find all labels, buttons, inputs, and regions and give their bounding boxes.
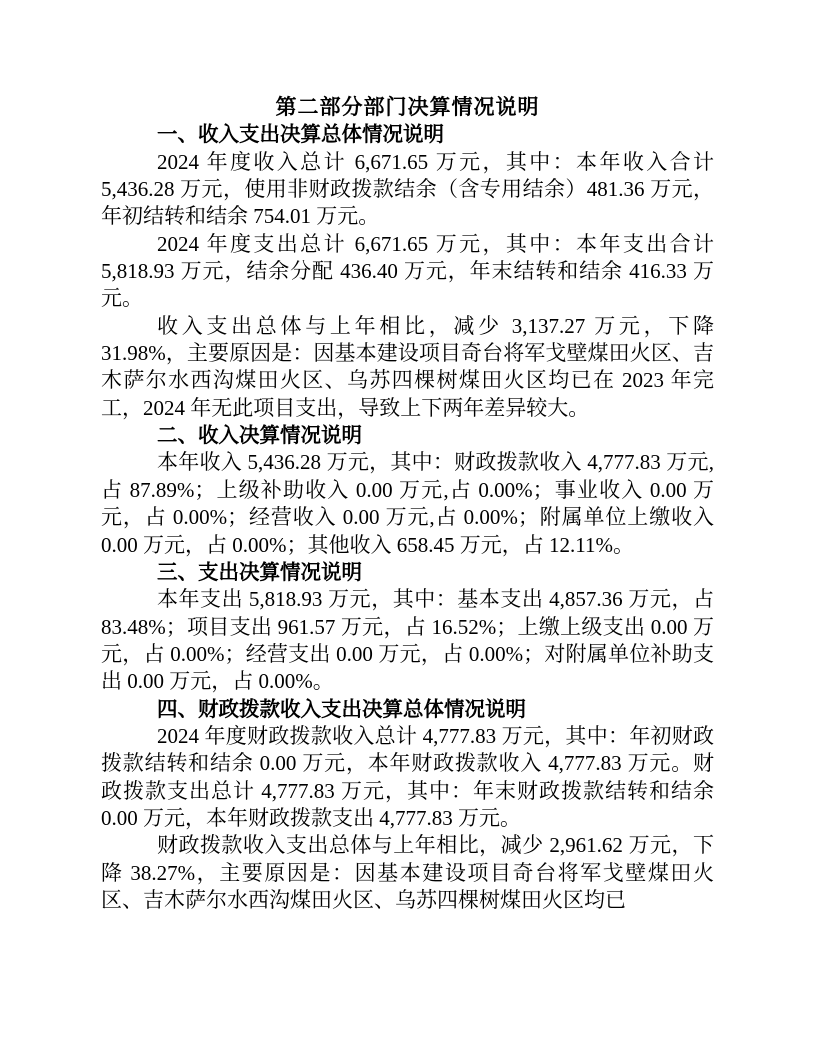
section-heading-expenditure-statement: 三、支出决算情况说明 bbox=[157, 559, 362, 584]
document-title: 第二部分部门决算情况说明 bbox=[275, 95, 540, 119]
document-content bbox=[101, 94, 714, 914]
paragraph: 2024 年度财政拨款收入总计 4,777.83 万元，其中：年初财政拨款结转和结余 0.00 万元，本年财政拨款收入 4,777.83 万元。财政拨款支出总计 4,777.83 万元，其中：年末财政拨款结转和结余 0.00 万元，本年财政拨款支出 4,777.83 万元。 bbox=[101, 723, 714, 830]
paragraph: 财政拨款收入支出总体与上年相比，减少 2,961.62 万元，下降 38.27%，主要原因是：因基本建设项目奇台将军戈壁煤田火区、吉木萨尔水西沟煤田火区、乌苏四棵树煤田火区均已 bbox=[101, 833, 714, 912]
paragraph: 收入支出总体与上年相比，减少 3,137.27 万元，下降 31.98%，主要原因是：因基本建设项目奇台将军戈壁煤田火区、吉木萨尔水西沟煤田火区、乌苏四棵树煤田火区均已在 2023 年完工，2024 年无此项目支出，导致上下两年差异较大。 bbox=[101, 313, 714, 420]
section-heading-income-statement: 二、收入决算情况说明 bbox=[157, 423, 362, 448]
paragraph: 本年支出 5,818.93 万元，其中：基本支出 4,857.36 万元，占 83.48%；项目支出 961.57 万元，占 16.52%；上缴上级支出 0.00 万元，占 0.00%；经营支出 0.00 万元，占 0.00%；对附属单位补助支出 0.00 万元，占 0.00%。 bbox=[101, 587, 714, 694]
paragraph: 本年收入 5,436.28 万元，其中：财政拨款收入 4,777.83 万元,占 87.89%；上级补助收入 0.00 万元,占 0.00%；事业收入 0.00 万元，占 0.00%；经营收入 0.00 万元,占 0.00%；附属单位上缴收入 0.00 万元，占 0.00%；其他收入 658.45 万元，占 12.11%。 bbox=[101, 450, 714, 557]
section-heading-fiscal-appropriation-overview: 四、财政拨款收入支出决算总体情况说明 bbox=[157, 696, 526, 721]
paragraph: 2024 年度支出总计 6,671.65 万元，其中：本年支出合计 5,818.93 万元，结余分配 436.40 万元，年末结转和结余 416.33 万元。 bbox=[101, 231, 714, 311]
section-heading-income-expenditure-overview: 一、收入支出决算总体情况说明 bbox=[157, 122, 444, 147]
paragraph: 2024 年度收入总计 6,671.65 万元，其中：本年收入合计 5,436.28 万元，使用非财政拨款结余（含专用结余）481.36 万元，年初结转和结余 754.01 万元。 bbox=[101, 149, 714, 229]
